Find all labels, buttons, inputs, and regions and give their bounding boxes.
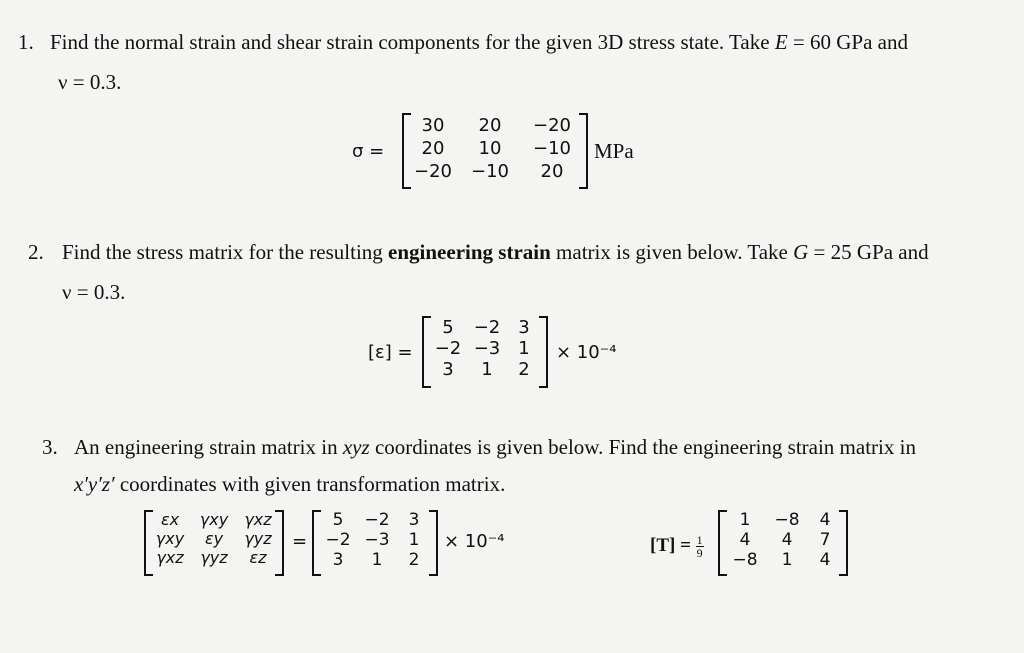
stress-matrix-cell: −10 xyxy=(533,138,571,159)
strain-value-cell: 2 xyxy=(408,550,420,570)
strain-symbol-matrix xyxy=(144,510,284,576)
strain-value-cell: 1 xyxy=(371,550,383,570)
problem-2-line-2: ν = 0.3. xyxy=(62,280,126,304)
sigma-label: σ = xyxy=(352,141,385,162)
equals-sign: = xyxy=(292,531,308,552)
strain-matrix-cell: 3 xyxy=(442,359,454,380)
strain-matrix-cell: 5 xyxy=(442,317,454,338)
transformation-cell: 4 xyxy=(739,530,751,550)
stress-matrix-cell: 30 xyxy=(421,115,445,136)
problem-3-text-post: coordinates is given below. Find the engineering strain matrix in xyxy=(374,435,916,459)
problem-2-line-1 xyxy=(62,240,929,265)
problem-2-bold: engineering strain xyxy=(388,240,551,264)
problem-2-text-post: matrix is given below. Take xyxy=(556,240,788,264)
transformation-cell: 4 xyxy=(781,530,793,550)
bracket-right xyxy=(539,316,548,388)
problem-1-line-1 xyxy=(50,30,908,55)
transformation-cell: 7 xyxy=(819,530,831,550)
strain-symbol-cell: γxz xyxy=(156,548,184,567)
strain-value-cell: 3 xyxy=(408,510,420,530)
problem-2-text-pre: Find the stress matrix for the resulting xyxy=(62,240,383,264)
strain-value-matrix xyxy=(312,510,438,576)
problem-1-number: 1. xyxy=(18,30,34,54)
strain-value-cell: 5 xyxy=(332,510,344,530)
strain-matrix-cell: −3 xyxy=(473,338,501,359)
transformation-cell: 1 xyxy=(781,550,793,570)
strain-value-cell: −2 xyxy=(325,530,351,550)
strain-matrix-cell: 3 xyxy=(518,317,530,338)
stress-matrix-cell: 20 xyxy=(421,138,445,159)
strain-matrix-cell: 1 xyxy=(518,338,530,359)
stress-matrix xyxy=(402,113,588,189)
E-value: = 60 GPa and xyxy=(792,30,908,54)
G-value: = 25 GPa and xyxy=(813,240,929,264)
bracket-right xyxy=(839,510,848,576)
stress-matrix-grid xyxy=(410,115,580,182)
bracket-right xyxy=(579,113,588,189)
strain-matrix-cell: −2 xyxy=(473,317,501,338)
T-fraction xyxy=(696,534,704,559)
problem-3-text-pre: An engineering strain matrix in xyxy=(74,435,338,459)
strain-symbol-cell: γyz xyxy=(244,529,272,548)
strain-symbol-cell: εx xyxy=(160,510,180,529)
strain-symbol-cell: γyz xyxy=(200,548,228,567)
problem-1-text: Find the normal strain and shear strain components for the given 3D stress state. Take xyxy=(50,30,770,54)
G-symbol: G xyxy=(793,240,809,264)
transformation-cell: 1 xyxy=(739,510,751,530)
problem-3-number: 3. xyxy=(42,435,58,459)
epsilon-label: [ε] = xyxy=(368,342,413,363)
problem-2-number: 2. xyxy=(28,240,44,264)
xyz-var: xyz xyxy=(342,435,370,459)
strain-value-grid xyxy=(320,510,430,570)
strain-matrix xyxy=(422,316,548,388)
transformation-matrix xyxy=(718,510,848,576)
T-fraction-num: 1 xyxy=(696,533,703,547)
transformation-cell: −8 xyxy=(732,550,758,570)
stress-matrix-cell: −20 xyxy=(533,115,571,136)
problem-3-text-line2: coordinates with given transformation matrix. xyxy=(119,472,506,496)
transformation-grid xyxy=(726,510,840,570)
E-symbol: E xyxy=(774,30,788,54)
strain-matrix-cell: −2 xyxy=(434,338,462,359)
strain-matrix-cell: 2 xyxy=(518,359,530,380)
transformation-cell: −8 xyxy=(774,510,800,530)
problem-3-line-2 xyxy=(74,472,505,497)
strain-matrix-grid xyxy=(430,317,540,380)
T-label xyxy=(650,534,704,559)
strain-multiplier-3: × 10⁻⁴ xyxy=(444,531,505,552)
strain-symbol-cell: εz xyxy=(249,548,267,567)
strain-symbol-cell: γxy xyxy=(155,529,185,548)
strain-matrix-cell: 1 xyxy=(481,359,493,380)
stress-matrix-cell: 20 xyxy=(478,115,502,136)
strain-symbol-grid xyxy=(150,510,278,567)
problem-3-line-1 xyxy=(74,435,916,460)
strain-symbol-cell: γxy xyxy=(199,510,229,529)
T-label-text: [T] = xyxy=(650,534,691,556)
bracket-right xyxy=(429,510,438,576)
strain-multiplier: × 10⁻⁴ xyxy=(556,342,617,363)
stress-unit: MPa xyxy=(594,139,634,163)
transformation-cell: 4 xyxy=(819,510,831,530)
transformation-cell: 4 xyxy=(819,550,831,570)
stress-matrix-cell: −20 xyxy=(414,161,452,182)
stress-matrix-cell: 20 xyxy=(540,161,564,182)
T-fraction-den: 9 xyxy=(696,546,703,560)
strain-symbol-cell: εy xyxy=(204,529,224,548)
stress-matrix-cell: 10 xyxy=(478,138,502,159)
strain-symbol-cell: γxz xyxy=(244,510,272,529)
stress-matrix-cell: −10 xyxy=(471,161,509,182)
strain-value-cell: −2 xyxy=(364,510,390,530)
xyz-prime-var: x′y′z′ xyxy=(74,472,115,496)
problem-1-line-2: ν = 0.3. xyxy=(58,70,122,94)
strain-value-cell: −3 xyxy=(364,530,390,550)
strain-value-cell: 1 xyxy=(408,530,420,550)
strain-value-cell: 3 xyxy=(332,550,344,570)
